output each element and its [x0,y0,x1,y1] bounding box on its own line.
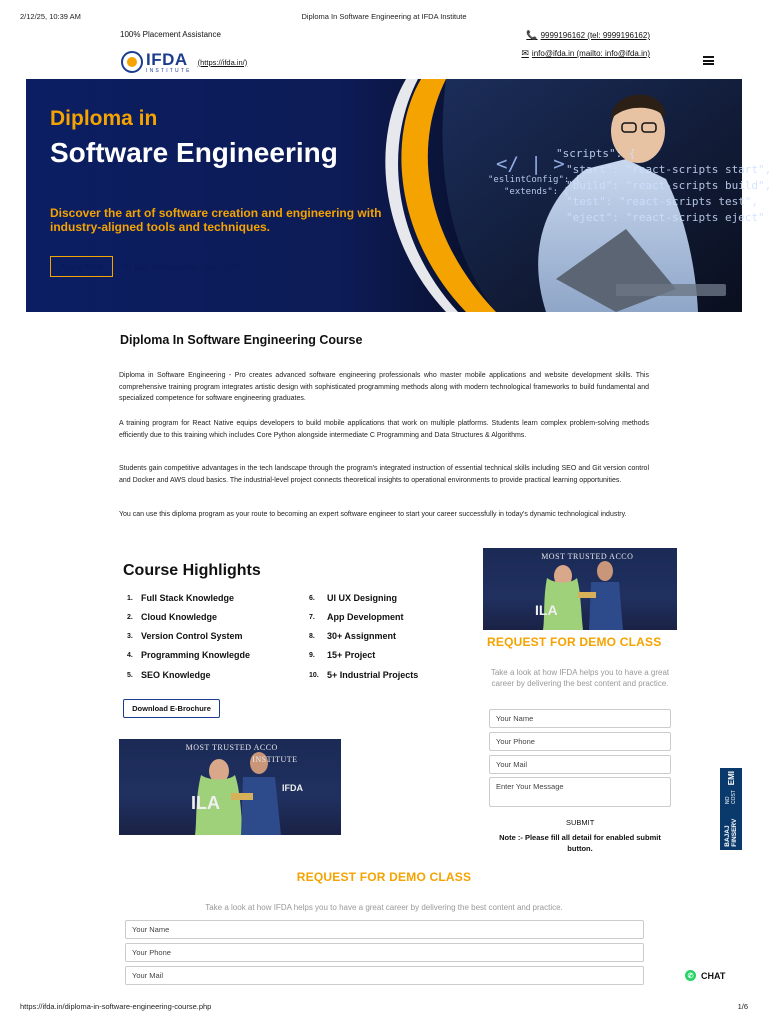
side-phone-input[interactable]: Your Phone [489,732,671,751]
scholarship-text: To Get Scholarship Upto 50% [122,262,241,272]
photo-banner-text: MOST TRUSTED ACCO [185,743,278,752]
whatsapp-icon: ✆ [685,970,696,981]
logo-url-link[interactable]: (https://ifda.in/) [197,57,248,67]
course-paragraph: Diploma in Software Engineering - Pro creates advanced software engineering professionals who master mobile applications and website development skills. This comprehensive training program integrates artistic design with sophisticated programming methods along with modern technological frameworks to build fundamental and specialized competence for software engineering graduates. [119,372,649,402]
placement-tagline: 100% Placement Assistance [120,30,221,39]
highlight-item: 1. Full Stack Knowledge [127,593,235,603]
apply-now-button[interactable]: Apply Now [50,256,113,277]
side-name-input[interactable]: Your Name [489,709,671,728]
hero-code-line: "start": "react-scripts start", [566,163,771,176]
hero-code-line: "test": "react-scripts test", [566,195,759,208]
photo-banner-text: MOST TRUSTED ACCO [541,552,634,561]
emi-label: EMI [726,771,736,786]
emi-small-text: NO COST [725,790,737,805]
award-photo [119,739,341,835]
hero-code-line: "eject": "react-scripts eject" [566,211,765,224]
hamburger-menu-icon[interactable] [703,56,714,65]
email-text: info@ifda.in (mailto: info@ifda.in) [531,49,650,58]
print-timestamp: 2/12/25, 10:39 AM [20,12,81,21]
highlights-title: Course Highlights [123,562,261,579]
print-page-number: 1/6 [737,1002,748,1011]
download-brochure-button[interactable]: Download E-Brochure [123,699,220,718]
highlight-item: 3. Version Control System [127,631,243,641]
highlight-item: 2. Cloud Knowledge [127,612,217,622]
highlight-item: 10. 5+ Industrial Projects [309,670,419,680]
logo-sub: INSTITUTE [146,67,192,74]
hero-code-line: "scripts": { [556,147,636,160]
highlight-item: 6. UI UX Designing [309,593,398,603]
print-doc-title: Diploma In Software Engineering at IFDA Institute [301,12,467,21]
phone-text: 9999196162 (tel: 9999196162) [540,31,650,40]
phone-link[interactable] [526,30,650,41]
course-paragraph: A training program for React Native equips developers to build mobile applications that work on multiple platforms. Students learn complex problem-solving methods efficiently due to this training which includes Core Python alongside intermediate C Programming and Data Structures & Algorithms. [119,420,649,439]
photo-ifda-text: IFDA [282,783,303,793]
award-photo [483,548,677,630]
hero-subtitle: Discover the art of software creation and engineering with industry-aligned tools and techniques. [50,206,382,234]
photo-banner-text-2: INSTITUTE [252,755,298,764]
site-logo[interactable] [121,50,247,74]
hero-code-line: "build": "react-scripts build", [566,179,771,192]
chat-button[interactable] [685,970,725,981]
side-form-note: Note :- Please fill all detail for enabled submit button. [499,833,661,853]
print-header [0,12,768,24]
bottom-form-title: REQUEST FOR DEMO CLASS [296,870,472,884]
print-url: https://ifda.in/diploma-in-software-engineering-course.php [20,1002,212,1011]
side-form-title: REQUEST FOR DEMO CLASS [487,635,662,649]
bajaj-emi-badge[interactable] [720,768,742,850]
course-paragraph: Students gain competitive advantages in the tech landscape through the program's integrated instruction of essential technical skills including SEO and Git version control and Docker and AWS cloud basics. The industrial-level project connects theoretical insights to operational environments to provide practical learning opportunities. [119,465,649,484]
emi-brand: BAJAJ FINSERV [724,818,738,847]
bottom-mail-input[interactable]: Your Mail [125,966,644,985]
hero-pre-title: Diploma in [50,107,158,130]
side-mail-input[interactable]: Your Mail [489,755,671,774]
chat-label: CHAT [701,970,726,981]
side-submit-button[interactable]: SUBMIT [566,818,595,827]
hero-code-line: "eslintConfig": { [488,175,581,185]
course-paragraph: You can use this diploma program as your route to becoming an expert software engineer to start your career successfully in today's dynamic technological industry. [119,511,627,518]
photo-ila-text: ILA [535,602,558,618]
bottom-name-input[interactable]: Your Name [125,920,644,939]
email-link[interactable] [521,48,650,59]
course-title: Diploma In Software Engineering Course [120,333,363,347]
highlight-item: 4. Programming Knowlegde [127,650,251,660]
mail-icon: ✉ [521,48,529,58]
bottom-form-desc: Take a look at how IFDA helps you to have a great career by delivering the best content and practice. [205,903,563,912]
highlight-item: 5. SEO Knowledge [127,670,211,680]
highlight-item: 9. 15+ Project [309,650,376,660]
bottom-phone-input[interactable]: Your Phone [125,943,644,962]
logo-name: IFDA [146,49,188,69]
highlight-item: 7. App Development [309,612,404,622]
hero-banner [26,79,771,312]
side-form-desc: Take a look at how IFDA helps you to have a great career by delivering the best content and practice. [490,668,670,688]
phone-icon: 📞 [526,30,538,40]
hero-code-line: "extends": [ [504,187,570,197]
logo-emblem-icon [121,51,143,73]
side-message-textarea[interactable]: Enter Your Message [489,777,671,807]
photo-ila-text: ILA [191,793,220,813]
hero-code-tag: </ | > [496,153,565,175]
highlight-item: 8. 30+ Assignment [309,631,396,641]
hero-title: Software Engineering [50,137,338,168]
